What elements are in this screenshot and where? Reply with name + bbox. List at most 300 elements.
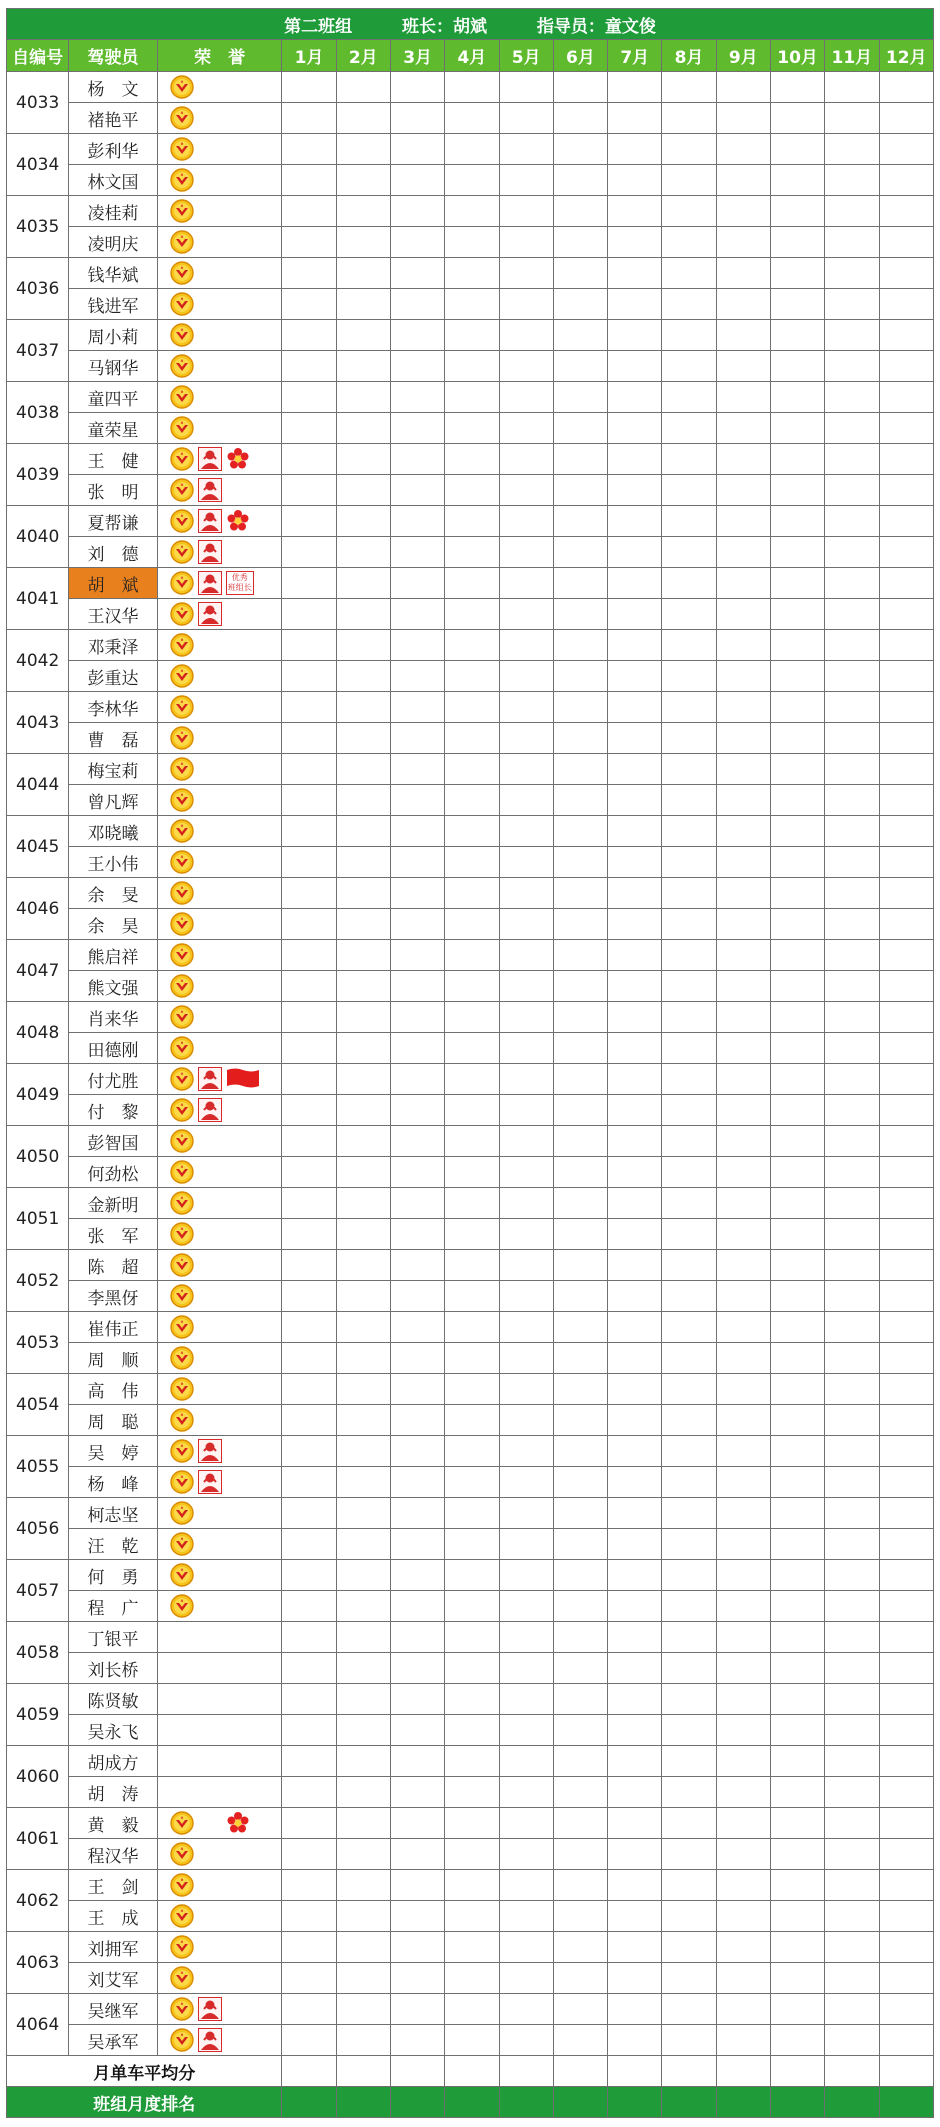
month-score-cell[interactable]	[770, 1715, 824, 1746]
month-score-cell[interactable]	[282, 72, 336, 103]
month-score-cell[interactable]	[445, 1653, 499, 1684]
month-score-cell[interactable]	[282, 568, 336, 599]
month-score-cell[interactable]	[770, 568, 824, 599]
month-score-cell[interactable]	[499, 1343, 553, 1374]
month-score-cell[interactable]	[608, 1715, 662, 1746]
month-score-cell[interactable]	[608, 196, 662, 227]
month-score-cell[interactable]	[282, 723, 336, 754]
month-score-cell[interactable]	[553, 1932, 607, 1963]
month-score-cell[interactable]	[770, 258, 824, 289]
month-score-cell[interactable]	[825, 72, 879, 103]
month-score-cell[interactable]	[716, 1901, 770, 1932]
month-score-cell[interactable]	[499, 320, 553, 351]
month-score-cell[interactable]	[553, 1343, 607, 1374]
month-score-cell[interactable]	[662, 537, 716, 568]
month-score-cell[interactable]	[445, 72, 499, 103]
month-score-cell[interactable]	[879, 1374, 934, 1405]
month-score-cell[interactable]	[825, 909, 879, 940]
month-score-cell[interactable]	[336, 1281, 390, 1312]
month-score-cell[interactable]	[445, 1250, 499, 1281]
month-score-cell[interactable]	[445, 320, 499, 351]
month-score-cell[interactable]	[336, 754, 390, 785]
month-score-cell[interactable]	[445, 1560, 499, 1591]
month-score-cell[interactable]	[499, 1963, 553, 1994]
month-score-cell[interactable]	[879, 1684, 934, 1715]
month-score-cell[interactable]	[390, 165, 444, 196]
month-score-cell[interactable]	[716, 754, 770, 785]
month-score-cell[interactable]	[608, 816, 662, 847]
month-score-cell[interactable]	[282, 289, 336, 320]
month-score-cell[interactable]	[553, 692, 607, 723]
month-score-cell[interactable]	[390, 971, 444, 1002]
month-score-cell[interactable]	[608, 1343, 662, 1374]
month-score-cell[interactable]	[608, 568, 662, 599]
month-score-cell[interactable]	[553, 1188, 607, 1219]
month-score-cell[interactable]	[390, 2056, 444, 2087]
month-score-cell[interactable]	[282, 444, 336, 475]
month-score-cell[interactable]	[499, 444, 553, 475]
month-score-cell[interactable]	[825, 1405, 879, 1436]
month-score-cell[interactable]	[390, 1467, 444, 1498]
month-score-cell[interactable]	[282, 413, 336, 444]
month-score-cell[interactable]	[445, 1126, 499, 1157]
month-score-cell[interactable]	[499, 723, 553, 754]
month-score-cell[interactable]	[499, 103, 553, 134]
month-score-cell[interactable]	[662, 1715, 716, 1746]
month-score-cell[interactable]	[390, 1839, 444, 1870]
month-score-cell[interactable]	[770, 475, 824, 506]
month-score-cell[interactable]	[282, 258, 336, 289]
month-score-cell[interactable]	[879, 1994, 934, 2025]
month-score-cell[interactable]	[825, 1684, 879, 1715]
month-score-cell[interactable]	[662, 1684, 716, 1715]
month-score-cell[interactable]	[825, 1746, 879, 1777]
month-score-cell[interactable]	[336, 1064, 390, 1095]
month-score-cell[interactable]	[390, 1808, 444, 1839]
month-score-cell[interactable]	[770, 1219, 824, 1250]
month-score-cell[interactable]	[336, 1033, 390, 1064]
month-score-cell[interactable]	[608, 847, 662, 878]
month-score-cell[interactable]	[879, 1188, 934, 1219]
month-score-cell[interactable]	[499, 1033, 553, 1064]
month-score-cell[interactable]	[716, 909, 770, 940]
month-score-cell[interactable]	[336, 382, 390, 413]
month-score-cell[interactable]	[336, 971, 390, 1002]
month-score-cell[interactable]	[445, 1777, 499, 1808]
month-score-cell[interactable]	[770, 1808, 824, 1839]
month-score-cell[interactable]	[390, 1746, 444, 1777]
month-score-cell[interactable]	[825, 2087, 879, 2118]
month-score-cell[interactable]	[608, 2087, 662, 2118]
month-score-cell[interactable]	[445, 692, 499, 723]
month-score-cell[interactable]	[770, 537, 824, 568]
month-score-cell[interactable]	[445, 599, 499, 630]
month-score-cell[interactable]	[608, 1157, 662, 1188]
month-score-cell[interactable]	[716, 1033, 770, 1064]
month-score-cell[interactable]	[716, 816, 770, 847]
month-score-cell[interactable]	[390, 382, 444, 413]
month-score-cell[interactable]	[716, 444, 770, 475]
month-score-cell[interactable]	[770, 444, 824, 475]
month-score-cell[interactable]	[662, 568, 716, 599]
month-score-cell[interactable]	[770, 1591, 824, 1622]
month-score-cell[interactable]	[499, 1746, 553, 1777]
month-score-cell[interactable]	[879, 1498, 934, 1529]
month-score-cell[interactable]	[770, 1560, 824, 1591]
month-score-cell[interactable]	[716, 1157, 770, 1188]
month-score-cell[interactable]	[716, 382, 770, 413]
month-score-cell[interactable]	[499, 1436, 553, 1467]
month-score-cell[interactable]	[662, 878, 716, 909]
month-score-cell[interactable]	[499, 661, 553, 692]
month-score-cell[interactable]	[879, 1808, 934, 1839]
month-score-cell[interactable]	[662, 1963, 716, 1994]
month-score-cell[interactable]	[553, 1157, 607, 1188]
month-score-cell[interactable]	[825, 103, 879, 134]
month-score-cell[interactable]	[662, 1405, 716, 1436]
month-score-cell[interactable]	[282, 692, 336, 723]
month-score-cell[interactable]	[716, 1312, 770, 1343]
month-score-cell[interactable]	[553, 444, 607, 475]
month-score-cell[interactable]	[662, 196, 716, 227]
month-score-cell[interactable]	[445, 723, 499, 754]
month-score-cell[interactable]	[445, 1808, 499, 1839]
month-score-cell[interactable]	[770, 2025, 824, 2056]
month-score-cell[interactable]	[716, 475, 770, 506]
month-score-cell[interactable]	[390, 1405, 444, 1436]
month-score-cell[interactable]	[879, 1157, 934, 1188]
month-score-cell[interactable]	[336, 1436, 390, 1467]
month-score-cell[interactable]	[390, 475, 444, 506]
month-score-cell[interactable]	[879, 1250, 934, 1281]
month-score-cell[interactable]	[716, 1715, 770, 1746]
month-score-cell[interactable]	[825, 1374, 879, 1405]
month-score-cell[interactable]	[282, 1033, 336, 1064]
month-score-cell[interactable]	[336, 1777, 390, 1808]
month-score-cell[interactable]	[445, 1591, 499, 1622]
month-score-cell[interactable]	[825, 785, 879, 816]
month-score-cell[interactable]	[499, 475, 553, 506]
month-score-cell[interactable]	[770, 1932, 824, 1963]
month-score-cell[interactable]	[282, 1095, 336, 1126]
month-score-cell[interactable]	[499, 1498, 553, 1529]
month-score-cell[interactable]	[553, 1281, 607, 1312]
month-score-cell[interactable]	[553, 134, 607, 165]
month-score-cell[interactable]	[553, 661, 607, 692]
month-score-cell[interactable]	[825, 1343, 879, 1374]
month-score-cell[interactable]	[445, 1436, 499, 1467]
month-score-cell[interactable]	[716, 1188, 770, 1219]
month-score-cell[interactable]	[553, 1901, 607, 1932]
month-score-cell[interactable]	[770, 1436, 824, 1467]
month-score-cell[interactable]	[499, 1250, 553, 1281]
month-score-cell[interactable]	[770, 1529, 824, 1560]
month-score-cell[interactable]	[662, 1250, 716, 1281]
month-score-cell[interactable]	[553, 1746, 607, 1777]
month-score-cell[interactable]	[336, 1870, 390, 1901]
month-score-cell[interactable]	[825, 847, 879, 878]
month-score-cell[interactable]	[879, 1095, 934, 1126]
month-score-cell[interactable]	[282, 1126, 336, 1157]
month-score-cell[interactable]	[825, 320, 879, 351]
month-score-cell[interactable]	[336, 1622, 390, 1653]
month-score-cell[interactable]	[390, 1591, 444, 1622]
month-score-cell[interactable]	[716, 940, 770, 971]
month-score-cell[interactable]	[770, 1498, 824, 1529]
month-score-cell[interactable]	[716, 1219, 770, 1250]
month-score-cell[interactable]	[825, 1188, 879, 1219]
month-score-cell[interactable]	[445, 258, 499, 289]
month-score-cell[interactable]	[336, 1095, 390, 1126]
month-score-cell[interactable]	[608, 1250, 662, 1281]
month-score-cell[interactable]	[282, 537, 336, 568]
month-score-cell[interactable]	[825, 1591, 879, 1622]
month-score-cell[interactable]	[499, 1622, 553, 1653]
month-score-cell[interactable]	[445, 1901, 499, 1932]
month-score-cell[interactable]	[553, 754, 607, 785]
month-score-cell[interactable]	[499, 971, 553, 1002]
month-score-cell[interactable]	[336, 196, 390, 227]
month-score-cell[interactable]	[499, 72, 553, 103]
month-score-cell[interactable]	[553, 971, 607, 1002]
month-score-cell[interactable]	[716, 1529, 770, 1560]
month-score-cell[interactable]	[662, 258, 716, 289]
month-score-cell[interactable]	[662, 599, 716, 630]
month-score-cell[interactable]	[770, 1281, 824, 1312]
month-score-cell[interactable]	[879, 382, 934, 413]
month-score-cell[interactable]	[770, 1312, 824, 1343]
month-score-cell[interactable]	[499, 1281, 553, 1312]
month-score-cell[interactable]	[716, 72, 770, 103]
month-score-cell[interactable]	[879, 692, 934, 723]
month-score-cell[interactable]	[336, 630, 390, 661]
month-score-cell[interactable]	[445, 1343, 499, 1374]
month-score-cell[interactable]	[445, 1002, 499, 1033]
month-score-cell[interactable]	[390, 1126, 444, 1157]
month-score-cell[interactable]	[282, 1591, 336, 1622]
month-score-cell[interactable]	[282, 1870, 336, 1901]
month-score-cell[interactable]	[336, 692, 390, 723]
month-score-cell[interactable]	[662, 1281, 716, 1312]
month-score-cell[interactable]	[879, 723, 934, 754]
month-score-cell[interactable]	[282, 2056, 336, 2087]
month-score-cell[interactable]	[879, 1529, 934, 1560]
month-score-cell[interactable]	[716, 1684, 770, 1715]
month-score-cell[interactable]	[662, 1653, 716, 1684]
month-score-cell[interactable]	[282, 103, 336, 134]
month-score-cell[interactable]	[390, 1219, 444, 1250]
month-score-cell[interactable]	[445, 1219, 499, 1250]
month-score-cell[interactable]	[390, 1002, 444, 1033]
month-score-cell[interactable]	[770, 2087, 824, 2118]
month-score-cell[interactable]	[445, 2025, 499, 2056]
month-score-cell[interactable]	[390, 754, 444, 785]
month-score-cell[interactable]	[770, 289, 824, 320]
month-score-cell[interactable]	[282, 196, 336, 227]
month-score-cell[interactable]	[608, 1095, 662, 1126]
month-score-cell[interactable]	[662, 1002, 716, 1033]
month-score-cell[interactable]	[445, 1715, 499, 1746]
month-score-cell[interactable]	[662, 1095, 716, 1126]
month-score-cell[interactable]	[608, 351, 662, 382]
month-score-cell[interactable]	[716, 1994, 770, 2025]
month-score-cell[interactable]	[879, 1002, 934, 1033]
month-score-cell[interactable]	[825, 1467, 879, 1498]
month-score-cell[interactable]	[553, 1126, 607, 1157]
month-score-cell[interactable]	[716, 165, 770, 196]
month-score-cell[interactable]	[608, 1312, 662, 1343]
month-score-cell[interactable]	[282, 1994, 336, 2025]
month-score-cell[interactable]	[825, 878, 879, 909]
month-score-cell[interactable]	[770, 1157, 824, 1188]
month-score-cell[interactable]	[445, 1281, 499, 1312]
month-score-cell[interactable]	[879, 351, 934, 382]
month-score-cell[interactable]	[879, 1870, 934, 1901]
month-score-cell[interactable]	[825, 258, 879, 289]
month-score-cell[interactable]	[608, 754, 662, 785]
month-score-cell[interactable]	[336, 537, 390, 568]
month-score-cell[interactable]	[716, 2025, 770, 2056]
month-score-cell[interactable]	[553, 1808, 607, 1839]
month-score-cell[interactable]	[825, 1870, 879, 1901]
month-score-cell[interactable]	[825, 1963, 879, 1994]
month-score-cell[interactable]	[662, 413, 716, 444]
month-score-cell[interactable]	[282, 1901, 336, 1932]
month-score-cell[interactable]	[390, 1250, 444, 1281]
month-score-cell[interactable]	[499, 1901, 553, 1932]
month-score-cell[interactable]	[336, 1653, 390, 1684]
month-score-cell[interactable]	[553, 72, 607, 103]
month-score-cell[interactable]	[445, 1498, 499, 1529]
month-score-cell[interactable]	[608, 1808, 662, 1839]
month-score-cell[interactable]	[445, 444, 499, 475]
month-score-cell[interactable]	[716, 320, 770, 351]
month-score-cell[interactable]	[499, 1808, 553, 1839]
month-score-cell[interactable]	[770, 1405, 824, 1436]
month-score-cell[interactable]	[445, 816, 499, 847]
month-score-cell[interactable]	[770, 1250, 824, 1281]
month-score-cell[interactable]	[282, 320, 336, 351]
month-score-cell[interactable]	[390, 1064, 444, 1095]
month-score-cell[interactable]	[879, 2056, 934, 2087]
month-score-cell[interactable]	[608, 1281, 662, 1312]
month-score-cell[interactable]	[608, 1033, 662, 1064]
month-score-cell[interactable]	[445, 1746, 499, 1777]
month-score-cell[interactable]	[282, 1808, 336, 1839]
month-score-cell[interactable]	[282, 1839, 336, 1870]
month-score-cell[interactable]	[608, 1219, 662, 1250]
month-score-cell[interactable]	[390, 1560, 444, 1591]
month-score-cell[interactable]	[390, 909, 444, 940]
month-score-cell[interactable]	[608, 1374, 662, 1405]
month-score-cell[interactable]	[825, 1095, 879, 1126]
month-score-cell[interactable]	[445, 506, 499, 537]
month-score-cell[interactable]	[716, 1746, 770, 1777]
month-score-cell[interactable]	[662, 1312, 716, 1343]
month-score-cell[interactable]	[390, 413, 444, 444]
month-score-cell[interactable]	[390, 2087, 444, 2118]
month-score-cell[interactable]	[553, 1002, 607, 1033]
month-score-cell[interactable]	[879, 1901, 934, 1932]
month-score-cell[interactable]	[553, 599, 607, 630]
month-score-cell[interactable]	[662, 289, 716, 320]
month-score-cell[interactable]	[445, 1870, 499, 1901]
month-score-cell[interactable]	[716, 1343, 770, 1374]
month-score-cell[interactable]	[608, 1870, 662, 1901]
month-score-cell[interactable]	[608, 661, 662, 692]
month-score-cell[interactable]	[445, 382, 499, 413]
month-score-cell[interactable]	[336, 1343, 390, 1374]
month-score-cell[interactable]	[282, 1622, 336, 1653]
month-score-cell[interactable]	[499, 1684, 553, 1715]
month-score-cell[interactable]	[716, 289, 770, 320]
month-score-cell[interactable]	[879, 1653, 934, 1684]
month-score-cell[interactable]	[879, 1343, 934, 1374]
month-score-cell[interactable]	[553, 227, 607, 258]
month-score-cell[interactable]	[879, 630, 934, 661]
month-score-cell[interactable]	[770, 1994, 824, 2025]
month-score-cell[interactable]	[445, 1312, 499, 1343]
month-score-cell[interactable]	[282, 661, 336, 692]
month-score-cell[interactable]	[336, 1963, 390, 1994]
month-score-cell[interactable]	[336, 1994, 390, 2025]
month-score-cell[interactable]	[390, 1343, 444, 1374]
month-score-cell[interactable]	[716, 134, 770, 165]
month-score-cell[interactable]	[553, 289, 607, 320]
month-score-cell[interactable]	[499, 909, 553, 940]
month-score-cell[interactable]	[879, 72, 934, 103]
month-score-cell[interactable]	[445, 1994, 499, 2025]
month-score-cell[interactable]	[608, 1777, 662, 1808]
month-score-cell[interactable]	[608, 1529, 662, 1560]
month-score-cell[interactable]	[716, 1622, 770, 1653]
month-score-cell[interactable]	[282, 1219, 336, 1250]
month-score-cell[interactable]	[499, 2056, 553, 2087]
month-score-cell[interactable]	[608, 289, 662, 320]
month-score-cell[interactable]	[770, 382, 824, 413]
month-score-cell[interactable]	[770, 506, 824, 537]
month-score-cell[interactable]	[716, 630, 770, 661]
month-score-cell[interactable]	[825, 134, 879, 165]
month-score-cell[interactable]	[716, 1467, 770, 1498]
month-score-cell[interactable]	[825, 692, 879, 723]
month-score-cell[interactable]	[662, 227, 716, 258]
month-score-cell[interactable]	[716, 1653, 770, 1684]
month-score-cell[interactable]	[879, 1746, 934, 1777]
month-score-cell[interactable]	[608, 630, 662, 661]
month-score-cell[interactable]	[716, 1281, 770, 1312]
month-score-cell[interactable]	[336, 165, 390, 196]
month-score-cell[interactable]	[716, 1498, 770, 1529]
month-score-cell[interactable]	[608, 134, 662, 165]
month-score-cell[interactable]	[662, 134, 716, 165]
month-score-cell[interactable]	[770, 413, 824, 444]
month-score-cell[interactable]	[770, 1467, 824, 1498]
month-score-cell[interactable]	[608, 1746, 662, 1777]
month-score-cell[interactable]	[770, 1622, 824, 1653]
month-score-cell[interactable]	[716, 1436, 770, 1467]
month-score-cell[interactable]	[770, 1002, 824, 1033]
month-score-cell[interactable]	[825, 1281, 879, 1312]
month-score-cell[interactable]	[282, 134, 336, 165]
month-score-cell[interactable]	[608, 1498, 662, 1529]
month-score-cell[interactable]	[825, 1777, 879, 1808]
month-score-cell[interactable]	[662, 2087, 716, 2118]
month-score-cell[interactable]	[445, 1963, 499, 1994]
month-score-cell[interactable]	[336, 1715, 390, 1746]
month-score-cell[interactable]	[499, 227, 553, 258]
month-score-cell[interactable]	[445, 103, 499, 134]
